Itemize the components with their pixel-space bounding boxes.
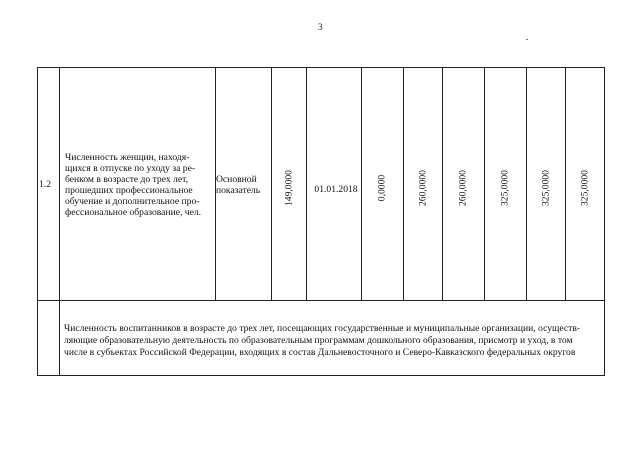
column-divider — [484, 68, 485, 300]
indicator-table — [37, 67, 605, 376]
section-line: ляющие образовательную деятельность по образовательным программам дошкольного образования, присмотр и уход, в том — [64, 335, 573, 346]
page-number: 3 — [318, 22, 323, 32]
indicator-name — [65, 152, 213, 218]
indicator-line: обучение и дополнительное про- — [65, 196, 200, 207]
section-heading — [64, 323, 602, 359]
year-value: 325,0000 — [540, 170, 552, 206]
year-value: 325,0000 — [579, 170, 591, 206]
indicator-line: прошедших профессиональное — [65, 185, 193, 196]
year-value: 260,0000 — [417, 170, 429, 206]
section-line: числе в субъектах Российской Федерации, входящих в состав Дальневосточного и Северо-Кавказского федеральных округов — [64, 347, 576, 358]
section-line: Численность воспитанников в возрасте до трех лет, посещающих государственные и муниципальные организации, осуществ- — [64, 323, 581, 334]
column-divider — [526, 68, 527, 300]
column-divider — [565, 68, 566, 300]
indicator-line: щихся в отпуске по уходу за ре- — [65, 163, 196, 174]
column-divider — [59, 300, 60, 375]
year-value: 0,0000 — [376, 174, 388, 202]
year-value: 260,0000 — [457, 170, 469, 206]
column-divider — [306, 68, 307, 300]
base-date: 01.01.2018 — [314, 184, 358, 195]
column-divider — [442, 68, 443, 300]
row-number: 1.2 — [39, 179, 51, 190]
indicator-line: фессиональное образование, чел. — [65, 207, 202, 218]
indicator-kind: Основной показатель — [216, 174, 261, 196]
year-value: 325,0000 — [499, 170, 511, 206]
column-divider — [403, 68, 404, 300]
scan-speck — [526, 39, 528, 40]
indicator-line: бенком в возрасте до трех лет, — [65, 174, 188, 185]
column-divider — [59, 68, 60, 300]
indicator-line: Численность женщин, находя- — [65, 152, 190, 163]
base-value: 149,0000 — [283, 170, 295, 206]
row-divider — [38, 300, 604, 301]
